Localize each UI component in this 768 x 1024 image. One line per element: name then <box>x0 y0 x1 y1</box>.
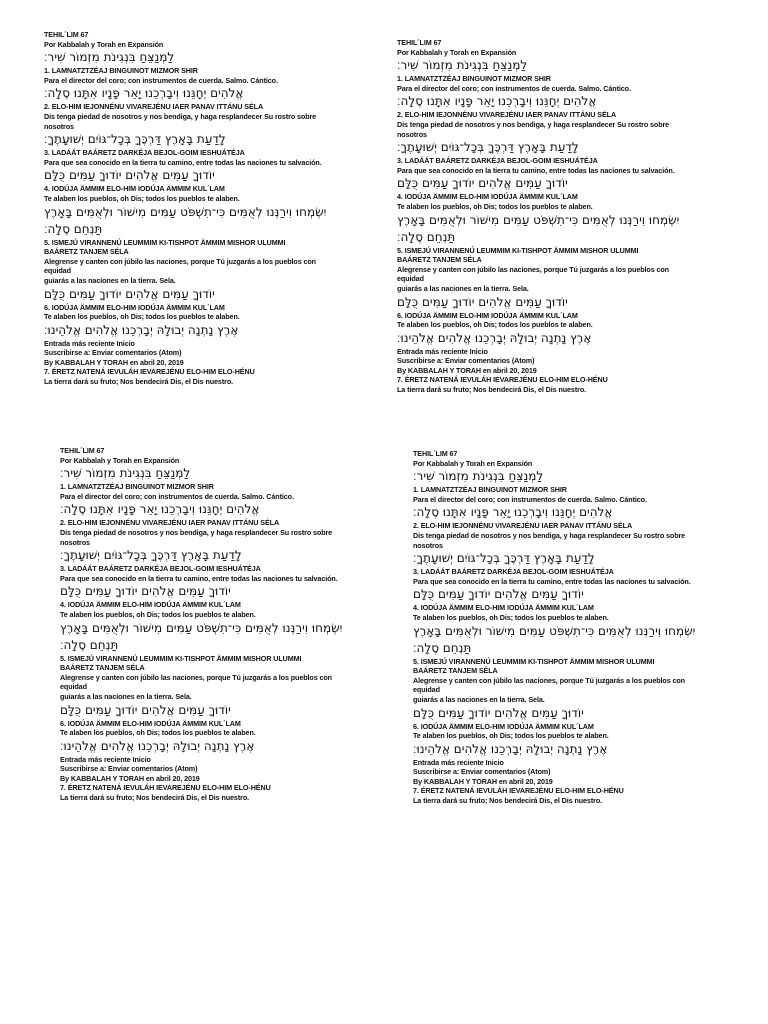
verse-2-translation: Dis tenga piedad de nosotros y nos bendiga, y haga resplandecer Su rostro sobre <box>413 530 686 540</box>
hebrew-verse-6: יוֹדוּךָ עַמִּים אֱלֹהִים יוֹדוּךָ עַמִּים כֻּלָּם <box>397 294 568 309</box>
hebrew-verse-5: יִשְׂמְחוּ וִירַנְּנוּ לְאֻמִּים כִּי־תִשְׁפֹּט עַמִּים מִישׁוֹר וּלְאֻמִּים בָּאָרֶץ <box>397 212 680 227</box>
verse-5-translation-end: guiarás a las naciones en la tierra. Sela. <box>413 694 545 704</box>
verse-5-translation-cont: equidad <box>60 682 87 692</box>
verse-2-transliteration: 2. ELO-HIM IEJONNÉNU VIVAREJÉNU IAER PANAV ITTÁNU SÉLA <box>44 102 264 112</box>
verse-2-translation-cont: nosotros <box>413 540 443 550</box>
verse-2-translation: Dis tenga piedad de nosotros y nos bendiga, y haga resplandecer Su rostro sobre <box>397 119 670 129</box>
psalm-title: TEHIL´LIM 67 <box>60 446 105 455</box>
verse-7-translation-partial: La tierra dará su fruto; Nos bendecirá Dis, el Dis nuestro. <box>60 793 250 803</box>
verse-3-translation: Para que sea conocido en la tierra tu camino, entre todas las naciones tu salvación. <box>60 573 338 583</box>
verse-3-translation: Para que sea conocido en la tierra tu camino, entre todas las naciones tu salvación. <box>44 157 322 167</box>
psalm-subtitle: Por Kabbalah y Torah en Expansión <box>397 47 517 57</box>
verse-1-transliteration: 1. LAMNATZTZÉAJ BINGUINOT MIZMOR SHIR <box>413 485 567 495</box>
verse-4-translation: Te alaben los pueblos, oh Dis; todos los pueblos te alaben. <box>44 193 240 203</box>
verse-7-transliteration: 7. ÉRETZ NATENÁ IEVULÁH IEVAREJÉNU ELO-HIM ELO-HÉNU <box>397 375 608 385</box>
hebrew-verse-5: יִשְׂמְחוּ וִירַנְּנוּ לְאֻמִּים כִּי־תִשְׁפֹּט עַמִּים מִישׁוֹר וּלְאֻמִּים בָּאָרֶץ <box>44 204 327 219</box>
verse-4-transliteration: 4. IODÚJA ÄMMIM ELO-HIM IODÚJA ÄMMIM KUL´LAM <box>60 600 241 610</box>
verse-5-transliteration-cont: BAÁRETZ TANJEM SÉLA <box>397 255 482 265</box>
hebrew-verse-1: לַמְנַצֵּחַ בִּנְגִינֹת מִזְמוֹר שִׁיר׃ <box>44 50 175 65</box>
verse-3-transliteration: 3. LADÁÁT BAÁRETZ DARKÉJA BEJOL-GOIM IESHUÁTÉJA <box>44 148 245 158</box>
document-panel-bottom-left <box>60 446 405 851</box>
verse-3-transliteration: 3. LADÁÁT BAÁRETZ DARKÉJA BEJOL-GOIM IESHUÁTÉJA <box>413 567 614 577</box>
psalm-subtitle: Por Kabbalah y Torah en Expansión <box>413 458 533 468</box>
verse-1-transliteration: 1. LAMNATZTZÉAJ BINGUINOT MIZMOR SHIR <box>397 74 551 84</box>
verse-5-transliteration: 5. ISMEJÚ VIRANNENÚ LEUMMIM KI-TISHPOT ÄMMIM MISHOR ULUMMI <box>60 653 302 663</box>
hebrew-verse-2: אֱלֹהִים יְחָנֵּנוּ וִיבָרְכֵנוּ יָאֵר פָּנָיו אִתָּנוּ סֶלָה׃ <box>413 505 613 520</box>
hebrew-verse-4: יוֹדוּךָ עַמִּים אֱלֹהִים יוֹדוּךָ עַמִּים כֻּלָּם <box>44 168 215 183</box>
verse-3-transliteration: 3. LADÁÁT BAÁRETZ DARKÉJA BEJOL-GOIM IESHUÁTÉJA <box>60 564 261 574</box>
verse-2-translation: Dis tenga piedad de nosotros y nos bendiga, y haga resplandecer Su rostro sobre <box>60 527 333 537</box>
subscribe-link[interactable]: Suscribirse a: Enviar comentarios (Atom) <box>60 764 198 774</box>
psalm-title: TEHIL´LIM 67 <box>44 30 89 39</box>
verse-3-transliteration: 3. LADÁÁT BAÁRETZ DARKÉJA BEJOL-GOIM IESHUÁTÉJA <box>397 156 598 166</box>
verse-5-translation-cont: equidad <box>44 266 71 276</box>
verse-5-translation: Alegrense y canten con júbilo las naciones, porque Tú juzgarás a los pueblos con <box>44 256 316 266</box>
verse-6-translation: Te alaben los pueblos, oh Dis; todos los pueblos te alaben. <box>44 312 240 322</box>
verse-6-translation: Te alaben los pueblos, oh Dis; todos los pueblos te alaben. <box>413 731 609 741</box>
hebrew-verse-7: אֶרֶץ נָתְנָה יְבוּלָהּ יְבָרְכֵנוּ אֱלֹהִים אֱלֹהֵינוּ׃ <box>413 741 608 756</box>
hebrew-verse-6: יוֹדוּךָ עַמִּים אֱלֹהִים יוֹדוּךָ עַמִּים כֻּלָּם <box>413 705 584 720</box>
hebrew-verse-1: לַמְנַצֵּחַ בִּנְגִינֹת מִזְמוֹר שִׁיר׃ <box>413 469 544 484</box>
verse-2-translation-cont: nosotros <box>44 121 74 131</box>
verse-1-translation: Para el director del coro; con instrumentos de cuerda. Salmo. Cántico. <box>397 83 631 93</box>
subscribe-link[interactable]: Suscribirse a: Enviar comentarios (Atom) <box>44 348 182 358</box>
verse-5-translation: Alegrense y canten con júbilo las naciones, porque Tú juzgarás a los pueblos con <box>60 672 332 682</box>
verse-7-transliteration: 7. ÉRETZ NATENÁ IEVULÁH IEVAREJÉNU ELO-HIM ELO-HÉNU <box>413 786 624 796</box>
post-byline: By KABBALAH Y TORAH en abril 20, 2019 <box>413 776 553 786</box>
hebrew-verse-5-cont: תַּנְחֵם סֶלָה׃ <box>413 640 472 655</box>
verse-5-translation-cont: equidad <box>397 274 424 284</box>
verse-2-translation: Dis tenga piedad de nosotros y nos bendiga, y haga resplandecer Su rostro sobre <box>44 111 317 121</box>
hebrew-verse-6: יוֹדוּךָ עַמִּים אֱלֹהִים יוֹדוּךָ עַמִּים כֻּלָּם <box>60 702 231 717</box>
hebrew-verse-3: לָדַעַת בָּאָרֶץ דַּרְכֶּךָ בְּכָל־גּוֹיִם יְשׁוּעָתֶךָ׃ <box>44 132 226 147</box>
verse-2-translation-cont: nosotros <box>60 537 90 547</box>
verse-6-translation: Te alaben los pueblos, oh Dis; todos los pueblos te alaben. <box>397 320 593 330</box>
hebrew-verse-4: יוֹדוּךָ עַמִּים אֱלֹהִים יוֹדוּךָ עַמִּים כֻּלָּם <box>413 587 584 602</box>
verse-7-translation-partial: La tierra dará su fruto; Nos bendecirá Dis, el Dis nuestro. <box>44 377 234 387</box>
subscribe-link[interactable]: Suscribirse a: Enviar comentarios (Atom) <box>413 767 551 777</box>
hebrew-verse-1: לַמְנַצֵּחַ בִּנְגִינֹת מִזְמוֹר שִׁיר׃ <box>397 58 528 73</box>
nav-links[interactable]: Entrada más reciente Inicio <box>413 757 504 767</box>
verse-7-transliteration: 7. ÉRETZ NATENÁ IEVULÁH IEVAREJÉNU ELO-HIM ELO-HÉNU <box>60 783 271 793</box>
verse-6-transliteration: 6. IODÚJA ÄMMIM ELO-HIM IODÚJA ÄMMIM KUL´LAM <box>413 721 594 731</box>
verse-2-transliteration: 2. ELO-HIM IEJONNÉNU VIVAREJÉNU IAER PANAV ITTÁNU SÉLA <box>60 518 280 528</box>
hebrew-verse-3: לָדַעַת בָּאָרֶץ דַּרְכֶּךָ בְּכָל־גּוֹיִם יְשׁוּעָתֶךָ׃ <box>397 140 579 155</box>
hebrew-verse-7: אֶרֶץ נָתְנָה יְבוּלָהּ יְבָרְכֵנוּ אֱלֹהִים אֱלֹהֵינוּ׃ <box>397 330 592 345</box>
hebrew-verse-4: יוֹדוּךָ עַמִּים אֱלֹהִים יוֹדוּךָ עַמִּים כֻּלָּם <box>397 176 568 191</box>
verse-1-translation: Para el director del coro; con instrumentos de cuerda. Salmo. Cántico. <box>413 494 647 504</box>
verse-4-transliteration: 4. IODÚJA ÄMMIM ELO-HIM IODÚJA ÄMMIM KUL´LAM <box>413 603 594 613</box>
verse-5-transliteration-cont: BAÁRETZ TANJEM SÉLA <box>44 247 129 257</box>
verse-4-translation: Te alaben los pueblos, oh Dis; todos los pueblos te alaben. <box>397 201 593 211</box>
verse-4-transliteration: 4. IODÚJA ÄMMIM ELO-HIM IODÚJA ÄMMIM KUL´LAM <box>397 192 578 202</box>
verse-6-transliteration: 6. IODÚJA ÄMMIM ELO-HIM IODÚJA ÄMMIM KUL´LAM <box>44 302 225 312</box>
verse-5-transliteration: 5. ISMEJÚ VIRANNENÚ LEUMMIM KI-TISHPOT ÄMMIM MISHOR ULUMMI <box>397 245 639 255</box>
post-byline: By KABBALAH Y TORAH en abril 20, 2019 <box>60 773 200 783</box>
hebrew-verse-3: לָדַעַת בָּאָרֶץ דַּרְכֶּךָ בְּכָל־גּוֹיִם יְשׁוּעָתֶךָ׃ <box>413 551 595 566</box>
hebrew-verse-7: אֶרֶץ נָתְנָה יְבוּלָהּ יְבָרְכֵנוּ אֱלֹהִים אֱלֹהֵינוּ׃ <box>44 322 239 337</box>
verse-3-translation: Para que sea conocido en la tierra tu camino, entre todas las naciones tu salvación. <box>397 165 675 175</box>
hebrew-verse-2: אֱלֹהִים יְחָנֵּנוּ וִיבָרְכֵנוּ יָאֵר פָּנָיו אִתָּנוּ סֶלָה׃ <box>60 502 260 517</box>
verse-2-transliteration: 2. ELO-HIM IEJONNÉNU VIVAREJÉNU IAER PANAV ITTÁNU SÉLA <box>413 521 633 531</box>
verse-3-translation: Para que sea conocido en la tierra tu camino, entre todas las naciones tu salvación. <box>413 576 691 586</box>
verse-1-transliteration: 1. LAMNATZTZÉAJ BINGUINOT MIZMOR SHIR <box>44 66 198 76</box>
verse-5-translation-end: guiarás a las naciones en la tierra. Sela. <box>397 283 529 293</box>
verse-4-translation: Te alaben los pueblos, oh Dis; todos los pueblos te alaben. <box>413 612 609 622</box>
psalm-subtitle: Por Kabbalah y Torah en Expansión <box>60 455 180 465</box>
psalm-title: TEHIL´LIM 67 <box>413 449 458 458</box>
verse-1-translation: Para el director del coro; con instrumentos de cuerda. Salmo. Cántico. <box>44 75 278 85</box>
hebrew-verse-7: אֶרֶץ נָתְנָה יְבוּלָהּ יְבָרְכֵנוּ אֱלֹהִים אֱלֹהֵינוּ׃ <box>60 738 255 753</box>
verse-5-translation: Alegrense y canten con júbilo las naciones, porque Tú juzgarás a los pueblos con <box>397 264 669 274</box>
hebrew-verse-5: יִשְׂמְחוּ וִירַנְּנוּ לְאֻמִּים כִּי־תִשְׁפֹּט עַמִּים מִישׁוֹר וּלְאֻמִּים בָּאָרֶץ <box>413 623 696 638</box>
verse-7-translation-partial: La tierra dará su fruto; Nos bendecirá Dis, el Dis nuestro. <box>397 385 587 395</box>
hebrew-verse-1: לַמְנַצֵּחַ בִּנְגִינֹת מִזְמוֹר שִׁיר׃ <box>60 466 191 481</box>
verse-7-translation-partial: La tierra dará su fruto; Nos bendecirá Dis, el Dis nuestro. <box>413 796 603 806</box>
verse-5-transliteration: 5. ISMEJÚ VIRANNENÚ LEUMMIM KI-TISHPOT ÄMMIM MISHOR ULUMMI <box>413 656 655 666</box>
verse-6-translation: Te alaben los pueblos, oh Dis; todos los pueblos te alaben. <box>60 728 256 738</box>
verse-2-translation-cont: nosotros <box>397 129 427 139</box>
verse-5-transliteration: 5. ISMEJÚ VIRANNENÚ LEUMMIM KI-TISHPOT ÄMMIM MISHOR ULUMMI <box>44 237 286 247</box>
document-panel-top-left <box>44 30 389 435</box>
subscribe-link[interactable]: Suscribirse a: Enviar comentarios (Atom) <box>397 356 535 366</box>
nav-links[interactable]: Entrada más reciente Inicio <box>397 346 488 356</box>
hebrew-verse-6: יוֹדוּךָ עַמִּים אֱלֹהִים יוֹדוּךָ עַמִּים כֻּלָּם <box>44 286 215 301</box>
verse-5-transliteration-cont: BAÁRETZ TANJEM SÉLA <box>413 666 498 676</box>
verse-5-translation-end: guiarás a las naciones en la tierra. Sela. <box>44 275 176 285</box>
hebrew-verse-4: יוֹדוּךָ עַמִּים אֱלֹהִים יוֹדוּךָ עַמִּים כֻּלָּם <box>60 584 231 599</box>
post-byline: By KABBALAH Y TORAH en abril 20, 2019 <box>44 357 184 367</box>
document-panel-top-right <box>397 38 737 410</box>
verse-1-translation: Para el director del coro; con instrumentos de cuerda. Salmo. Cántico. <box>60 491 294 501</box>
document-panel-bottom-right <box>413 449 753 821</box>
verse-1-transliteration: 1. LAMNATZTZÉAJ BINGUINOT MIZMOR SHIR <box>60 482 214 492</box>
hebrew-verse-5-cont: תַּנְחֵם סֶלָה׃ <box>44 221 103 236</box>
hebrew-verse-2: אֱלֹהִים יְחָנֵּנוּ וִיבָרְכֵנוּ יָאֵר פָּנָיו אִתָּנוּ סֶלָה׃ <box>397 94 597 109</box>
verse-4-transliteration: 4. IODÚJA ÄMMIM ELO-HIM IODÚJA ÄMMIM KUL´LAM <box>44 184 225 194</box>
psalm-title: TEHIL´LIM 67 <box>397 38 442 47</box>
verse-2-transliteration: 2. ELO-HIM IEJONNÉNU VIVAREJÉNU IAER PANAV ITTÁNU SÉLA <box>397 110 617 120</box>
verse-6-transliteration: 6. IODÚJA ÄMMIM ELO-HIM IODÚJA ÄMMIM KUL´LAM <box>397 310 578 320</box>
verse-5-transliteration-cont: BAÁRETZ TANJEM SÉLA <box>60 663 145 673</box>
verse-6-transliteration: 6. IODÚJA ÄMMIM ELO-HIM IODÚJA ÄMMIM KUL´LAM <box>60 718 241 728</box>
verse-4-translation: Te alaben los pueblos, oh Dis; todos los pueblos te alaben. <box>60 609 256 619</box>
verse-7-transliteration: 7. ÉRETZ NATENÁ IEVULÁH IEVAREJÉNU ELO-HIM ELO-HÉNU <box>44 367 255 377</box>
nav-links[interactable]: Entrada más reciente Inicio <box>60 754 151 764</box>
verse-5-translation-end: guiarás a las naciones en la tierra. Sela. <box>60 691 192 701</box>
hebrew-verse-5-cont: תַּנְחֵם סֶלָה׃ <box>60 637 119 652</box>
nav-links[interactable]: Entrada más reciente Inicio <box>44 338 135 348</box>
hebrew-verse-5-cont: תַּנְחֵם סֶלָה׃ <box>397 229 456 244</box>
hebrew-verse-5: יִשְׂמְחוּ וִירַנְּנוּ לְאֻמִּים כִּי־תִשְׁפֹּט עַמִּים מִישׁוֹר וּלְאֻמִּים בָּאָרֶץ <box>60 620 343 635</box>
post-byline: By KABBALAH Y TORAH en abril 20, 2019 <box>397 365 537 375</box>
hebrew-verse-3: לָדַעַת בָּאָרֶץ דַּרְכֶּךָ בְּכָל־גּוֹיִם יְשׁוּעָתֶךָ׃ <box>60 548 242 563</box>
hebrew-verse-2: אֱלֹהִים יְחָנֵּנוּ וִיבָרְכֵנוּ יָאֵר פָּנָיו אִתָּנוּ סֶלָה׃ <box>44 86 244 101</box>
psalm-subtitle: Por Kabbalah y Torah en Expansión <box>44 39 164 49</box>
verse-5-translation: Alegrense y canten con júbilo las naciones, porque Tú juzgarás a los pueblos con <box>413 675 685 685</box>
verse-5-translation-cont: equidad <box>413 685 440 695</box>
